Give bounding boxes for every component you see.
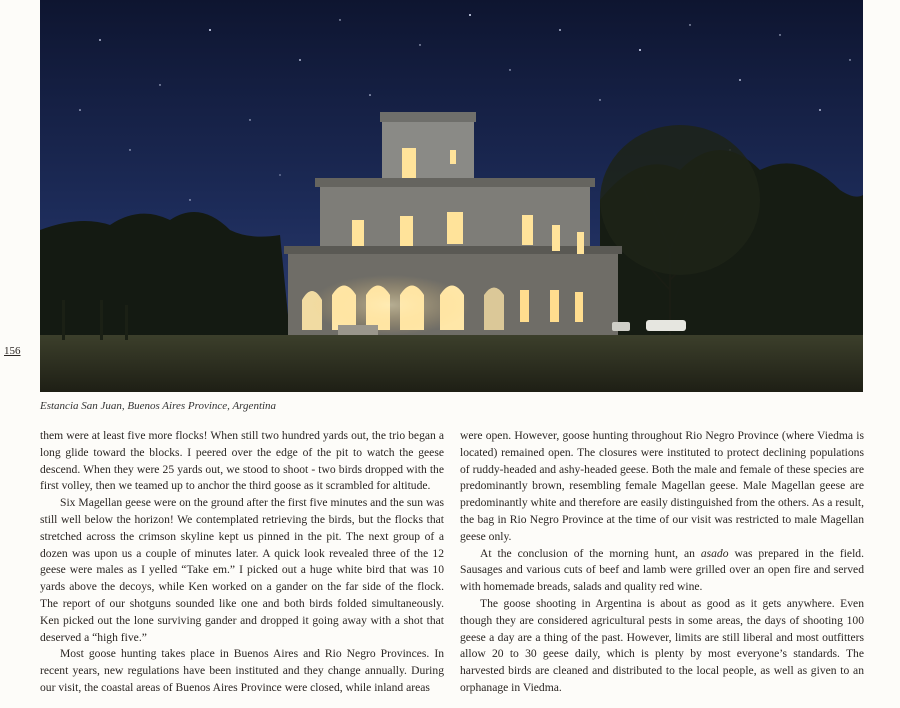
- estancia-photo: [40, 0, 863, 392]
- paragraph-text: was prepared in the field. Sausages and various cuts of beef and lamb were grilled over an open fire and served with homemade breads, salads and quality red wine.: [460, 546, 864, 594]
- text-column-left: [40, 428, 444, 697]
- page-number: 156: [4, 345, 21, 357]
- paragraph: [460, 546, 864, 596]
- paragraph-text: At the conclusion of the morning hunt, an: [480, 546, 701, 560]
- paragraph: Six Magellan geese were on the ground after the first five minutes and the sun was still well below the horizon! We contemplated retrieving the birds, but the flocks that stretched across the crimson skyline kept us pinned in the pit. The next group of a dozen was upon us a couple of minutes later. A quick look revealed three of the 12 geese were males as I yelled “Take em.” I picked out a huge white bird that was 10 yards above the decoys, while Ken worked on a gander on the far side of the flock. The report of our shotguns sounded like one and both birds folded simultaneously. Ken picked out the lone surviving gander and dropped it going away with a shot that deserved a “high five.”: [40, 496, 444, 644]
- paragraph: were open. However, goose hunting throughout Rio Negro Province (where Viedma is located) remained open. The closures were instituted to protect declining populations of ruddy-headed and ashy-headed geese. Both the male and female of these species are predominantly brown, resembling female Magellan geese. Male Magellan geese are predominantly white and therefore are easily distinguished from the others. As a result, the bag in Rio Negro Province at the time of our visit was restricted to male Magellan geese only.: [460, 429, 864, 543]
- text-column-right: [460, 428, 864, 697]
- italic-term: asado: [700, 546, 729, 560]
- photo-caption: Estancia San Juan, Buenos Aires Province, Argentina: [40, 400, 277, 412]
- paragraph: The goose shooting in Argentina is about as good as it gets anywhere. Even though they are considered agricultural pests in some areas, the days of shooting 100 geese a day are a thing of the past. However, limits are still liberal and most outfitters allow 20 to 30 geese daily, which is plenty by most everyone’s standards. The harvested birds are cleaned and distributed to the local people, as well as given to an orphanage in Viedma.: [460, 596, 864, 694]
- paragraph: Most goose hunting takes place in Buenos Aires and Rio Negro Provinces. In recent years, new regulations have been instituted and they change annually. During our visit, the coastal areas of Buenos Aires Province were closed, while inland areas: [40, 647, 444, 694]
- paragraph: them were at least five more flocks! When still two hundred yards out, the trio began a long glide toward the blocks. I peered over the edge of the pit to watch the geese descend. When they were 25 yards out, we stood to shoot - two birds dropped with the first volley, then we teamed up to anchor the third goose as it scrambled for altitude.: [40, 429, 444, 493]
- night-scene-illustration: [40, 0, 863, 392]
